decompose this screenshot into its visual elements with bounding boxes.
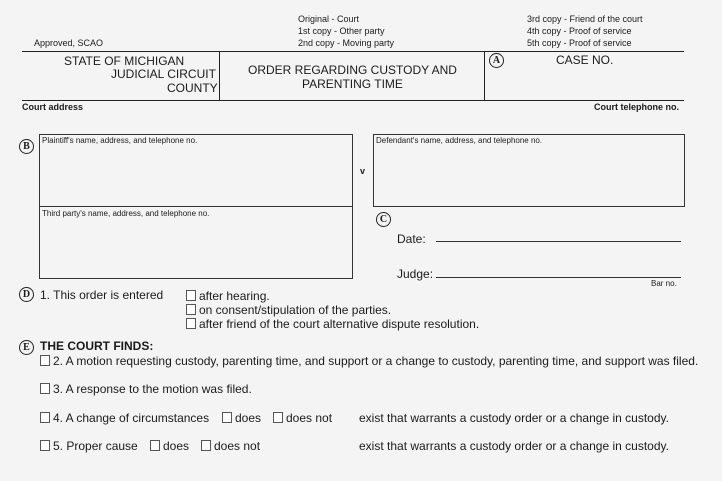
approved-text: Approved, SCAO: [34, 38, 104, 48]
court-finds-heading: THE COURT FINDS:: [40, 339, 154, 353]
item5-tail-text: exist that warrants a custody order or a change in custody.: [359, 439, 669, 453]
copy-original: Original - Court: [298, 14, 360, 24]
item4-label: 4. A change of circumstances: [53, 411, 210, 425]
header-divider-2: [484, 51, 485, 101]
marker-c-icon: C: [376, 212, 391, 227]
defendant-field[interactable]: [373, 134, 685, 207]
marker-d-icon: D: [19, 287, 34, 302]
copy-fifth: 5th copy - Proof of service: [527, 38, 632, 48]
item4-does-not-checkbox[interactable]: [273, 412, 283, 423]
item5-does-checkbox[interactable]: [150, 440, 160, 451]
item4-does-label: does: [235, 411, 262, 425]
copy-second: 2nd copy - Moving party: [298, 38, 395, 48]
marker-e-icon: E: [19, 340, 34, 355]
judge-label: Judge:: [397, 267, 434, 281]
date-label: Date:: [397, 232, 426, 246]
date-field[interactable]: [436, 241, 681, 242]
item2-checkbox[interactable]: [40, 355, 50, 366]
header-top-rule: [22, 51, 684, 52]
consent-label: on consent/stipulation of the parties.: [199, 303, 392, 317]
defendant-label: Defendant's name, address, and telephone no.: [376, 136, 543, 145]
plaintiff-field[interactable]: [39, 134, 353, 207]
item5-does-label: does: [163, 439, 190, 453]
after-hearing-checkbox[interactable]: [186, 290, 196, 301]
item5-does-not-label: does not: [214, 439, 261, 453]
case-no-label: CASE NO.: [556, 53, 614, 67]
adr-label: after friend of the court alternative dispute resolution.: [199, 317, 480, 331]
copy-third: 3rd copy - Friend of the court: [527, 14, 643, 24]
third-party-field[interactable]: [39, 206, 353, 279]
state-label: STATE OF MICHIGAN: [64, 54, 185, 68]
order-entered-label: 1. This order is entered: [40, 288, 164, 302]
adr-checkbox[interactable]: [186, 318, 196, 329]
item5-label: 5. Proper cause: [53, 439, 138, 453]
court-address-label: Court address: [22, 102, 84, 112]
consent-checkbox[interactable]: [186, 304, 196, 315]
item5-does-not-checkbox[interactable]: [201, 440, 211, 451]
item4-checkbox[interactable]: [40, 412, 50, 423]
form-title-line2: PARENTING TIME: [302, 77, 403, 91]
plaintiff-label: Plaintiff's name, address, and telephone no.: [42, 136, 198, 145]
form-title-line1: ORDER REGARDING CUSTODY AND: [248, 63, 457, 77]
item5-checkbox[interactable]: [40, 440, 50, 451]
bar-no-label: Bar no.: [651, 279, 677, 288]
circuit-label: JUDICIAL CIRCUIT: [111, 67, 216, 81]
item4-does-not-label: does not: [286, 411, 333, 425]
versus-label: v: [360, 166, 366, 176]
item4-does-checkbox[interactable]: [222, 412, 232, 423]
item4-tail-text: exist that warrants a custody order or a change in custody.: [359, 411, 669, 425]
copy-fourth: 4th copy - Proof of service: [527, 26, 632, 36]
judge-field[interactable]: [436, 277, 681, 278]
copy-first: 1st copy - Other party: [298, 26, 385, 36]
after-hearing-label: after hearing.: [199, 289, 270, 303]
item3-checkbox[interactable]: [40, 383, 50, 394]
item2-text: 2. A motion requesting custody, parenting time, and support or a change to custody, parenting time, and support was filed.: [53, 354, 699, 368]
item3-text: 3. A response to the motion was filed.: [53, 382, 252, 396]
marker-b-icon: B: [19, 139, 34, 154]
header-divider-1: [219, 51, 220, 101]
header-bottom-rule: [22, 100, 684, 101]
court-phone-label: Court telephone no.: [594, 102, 679, 112]
marker-a-icon: A: [489, 53, 504, 68]
third-party-label: Third party's name, address, and telephone no.: [42, 209, 210, 218]
county-label: COUNTY: [167, 81, 218, 95]
